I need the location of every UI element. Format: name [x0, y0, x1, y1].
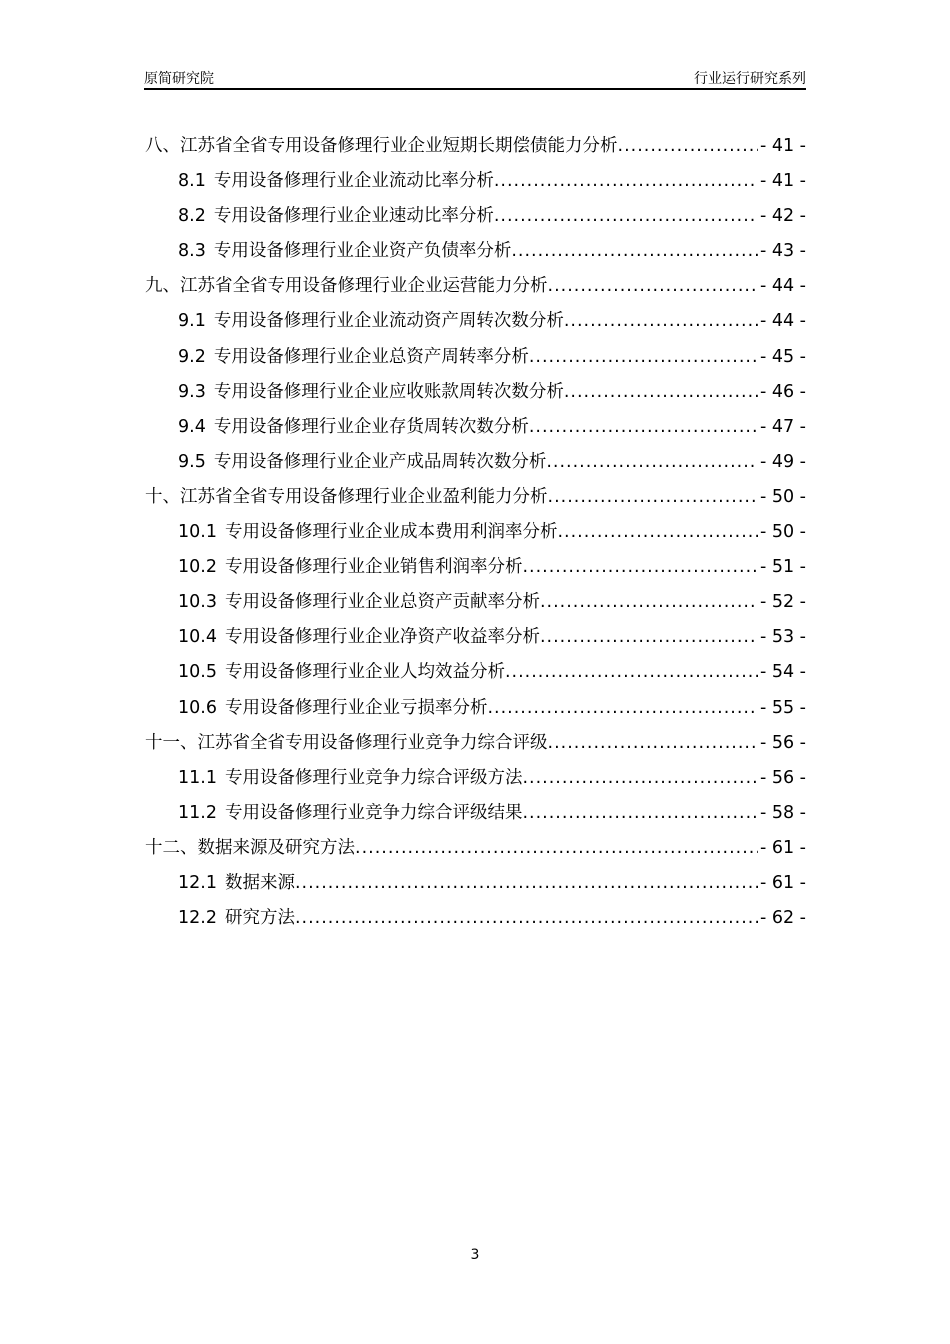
toc-entry-number: 8.2 — [178, 206, 206, 227]
toc-entry-number: 10.3 — [178, 592, 217, 613]
toc-entry[interactable] — [145, 552, 806, 587]
toc-entry-title: 专用设备修理行业竞争力综合评级方法 — [224, 767, 523, 788]
toc-leader-dots — [548, 482, 758, 512]
toc-leader-dots — [494, 166, 758, 196]
toc-entry-page: - 44 - — [759, 311, 806, 332]
toc-entry-title: 专用设备修理行业企业总资产贡献率分析 — [224, 592, 540, 613]
toc-entry-page: - 41 - — [759, 136, 806, 156]
toc-entry[interactable] — [145, 271, 806, 306]
toc-entry-page: - 52 - — [759, 592, 806, 613]
toc-entry-page: - 61 - — [759, 837, 806, 858]
toc-entry-page: - 45 - — [759, 346, 806, 367]
toc-entry-title: 九、江苏省全省专用设备修理行业企业运营能力分析 — [145, 276, 548, 297]
toc-leader-dots — [540, 622, 758, 652]
toc-entry-title: 专用设备修理行业企业存货周转次数分析 — [213, 416, 529, 437]
toc-leader-dots — [564, 377, 758, 407]
toc-leader-dots — [355, 833, 758, 863]
toc-leader-dots — [511, 236, 758, 266]
toc-entry-title: 专用设备修理行业企业产成品周转次数分析 — [213, 451, 547, 472]
toc-leader-dots — [540, 587, 758, 617]
toc-entry-number: 10.6 — [178, 697, 217, 718]
toc-entry-title: 专用设备修理行业企业亏损率分析 — [224, 697, 488, 718]
page-header — [144, 66, 806, 90]
toc-entry-number: 11.2 — [178, 802, 217, 823]
toc-entry-title: 八、江苏省全省专用设备修理行业企业短期长期偿债能力分析 — [145, 136, 618, 156]
toc-entry-page: - 56 - — [759, 732, 806, 753]
toc-entry-title: 十、江苏省全省专用设备修理行业企业盈利能力分析 — [145, 486, 548, 507]
toc-entry[interactable] — [145, 166, 806, 201]
toc-entry-title: 专用设备修理行业企业总资产周转率分析 — [213, 346, 529, 367]
toc-leader-dots — [546, 447, 758, 477]
toc-entry-page: - 62 - — [759, 908, 806, 929]
toc-leader-dots — [505, 657, 758, 687]
page-number: 3 — [470, 1247, 480, 1263]
toc-entry-page: - 50 - — [759, 486, 806, 507]
toc-leader-dots — [618, 131, 758, 161]
toc-entry[interactable] — [145, 342, 806, 377]
toc-leader-dots — [529, 342, 758, 372]
toc-entry-page: - 61 - — [759, 872, 806, 893]
toc-leader-dots — [494, 201, 758, 231]
toc-entry[interactable] — [145, 377, 806, 412]
toc-entry[interactable] — [145, 236, 806, 271]
toc-entry-number: 9.5 — [178, 451, 206, 472]
toc-entry-number: 12.1 — [178, 872, 217, 893]
toc-entry-number: 8.3 — [178, 241, 206, 262]
toc-entry-title: 专用设备修理行业企业流动资产周转次数分析 — [213, 311, 564, 332]
toc-entry[interactable] — [145, 201, 806, 236]
toc-entry-number: 9.1 — [178, 311, 206, 332]
header-series: 行业运行研究系列 — [694, 71, 806, 87]
toc-entry-title: 专用设备修理行业企业成本费用利润率分析 — [224, 522, 558, 543]
toc-leader-dots — [529, 412, 758, 442]
toc-entry-title: 专用设备修理行业企业流动比率分析 — [213, 171, 494, 192]
toc-entry-page: - 47 - — [759, 416, 806, 437]
toc-entry-title: 十二、数据来源及研究方法 — [145, 837, 355, 858]
toc-entry[interactable] — [145, 903, 806, 938]
toc-entry-title: 数据来源 — [224, 872, 295, 893]
toc-entry[interactable] — [145, 412, 806, 447]
toc-entry[interactable] — [145, 622, 806, 657]
toc-entry-number: 10.5 — [178, 662, 217, 683]
toc-entry[interactable] — [145, 131, 806, 166]
toc-entry[interactable] — [145, 798, 806, 833]
toc-entry-title: 研究方法 — [224, 908, 295, 929]
toc-entry-number: 8.1 — [178, 171, 206, 192]
toc-entry[interactable] — [145, 728, 806, 763]
toc-entry-number: 9.3 — [178, 381, 206, 402]
toc-leader-dots — [564, 306, 758, 336]
toc-leader-dots — [487, 693, 758, 723]
toc-entry-number: 11.1 — [178, 767, 217, 788]
toc-entry-page: - 46 - — [759, 381, 806, 402]
toc-entry[interactable] — [145, 482, 806, 517]
toc-entry[interactable] — [145, 657, 806, 692]
toc-entry[interactable] — [145, 833, 806, 868]
toc-entry-page: - 41 - — [759, 171, 806, 192]
toc-entry[interactable] — [145, 587, 806, 622]
toc-leader-dots — [522, 763, 758, 793]
toc-entry-title: 专用设备修理行业企业销售利润率分析 — [224, 557, 523, 578]
toc-entry-page: - 55 - — [759, 697, 806, 718]
toc-entry-page: - 56 - — [759, 767, 806, 788]
toc-entry-title: 专用设备修理行业企业应收账款周转次数分析 — [213, 381, 564, 402]
toc-entry-number: 12.2 — [178, 908, 217, 929]
toc-leader-dots — [548, 728, 758, 758]
toc-entry[interactable] — [145, 693, 806, 728]
toc-entry-title: 专用设备修理行业企业速动比率分析 — [213, 206, 494, 227]
toc-entry-number: 10.2 — [178, 557, 217, 578]
toc-entry-page: - 42 - — [759, 206, 806, 227]
toc-leader-dots — [295, 903, 758, 933]
toc-entry-number: 10.4 — [178, 627, 217, 648]
toc-entry-number: 9.4 — [178, 416, 206, 437]
toc-entry-page: - 54 - — [759, 662, 806, 683]
toc-leader-dots — [522, 552, 758, 582]
toc-entry[interactable] — [145, 306, 806, 341]
toc-leader-dots — [557, 517, 758, 547]
toc-entry-title: 专用设备修理行业企业净资产收益率分析 — [224, 627, 540, 648]
toc-entry[interactable] — [145, 517, 806, 552]
toc-leader-dots — [295, 868, 758, 898]
toc-entry-page: - 49 - — [759, 451, 806, 472]
toc-entry[interactable] — [145, 763, 806, 798]
header-org: 原简研究院 — [144, 71, 214, 87]
toc-entry-number: 9.2 — [178, 346, 206, 367]
toc-entry-title: 专用设备修理行业竞争力综合评级结果 — [224, 802, 523, 823]
toc-entry-page: - 53 - — [759, 627, 806, 648]
toc-entry-page: - 58 - — [759, 802, 806, 823]
toc-leader-dots — [522, 798, 758, 828]
toc-entry-page: - 50 - — [759, 522, 806, 543]
toc-leader-dots — [548, 271, 758, 301]
toc-entry[interactable] — [145, 447, 806, 482]
table-of-contents — [145, 131, 806, 938]
toc-entry-title: 专用设备修理行业企业资产负债率分析 — [213, 241, 512, 262]
toc-entry-title: 十一、江苏省全省专用设备修理行业竞争力综合评级 — [145, 732, 548, 753]
toc-entry[interactable] — [145, 868, 806, 903]
toc-entry-page: - 51 - — [759, 557, 806, 578]
toc-entry-page: - 44 - — [759, 276, 806, 297]
toc-entry-page: - 43 - — [759, 241, 806, 262]
toc-entry-number: 10.1 — [178, 522, 217, 543]
toc-entry-title: 专用设备修理行业企业人均效益分析 — [224, 662, 505, 683]
